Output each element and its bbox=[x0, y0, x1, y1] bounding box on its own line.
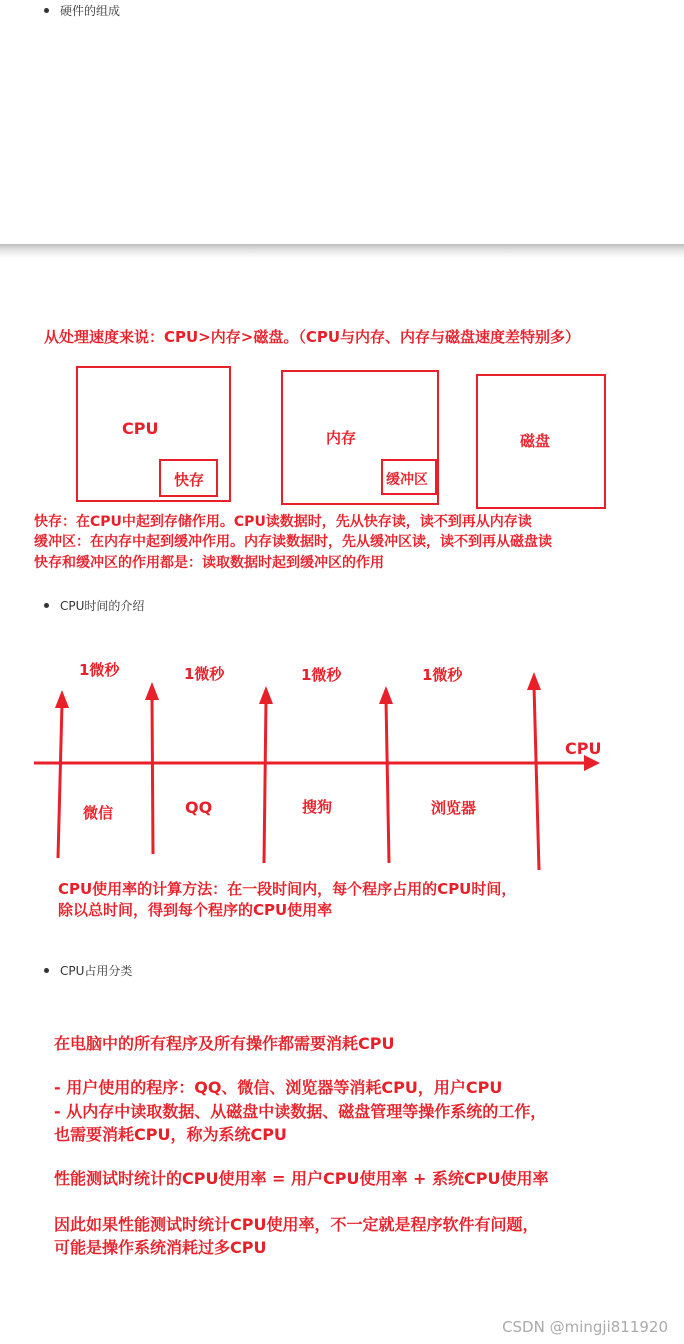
usage-line-4: 也需要消耗CPU，称为系统CPU bbox=[54, 1125, 287, 1144]
usage-line-7: 可能是操作系统消耗过多CPU bbox=[54, 1238, 267, 1257]
tick-arrow-2 bbox=[152, 696, 153, 854]
bullet-cpu-usage bbox=[44, 962, 132, 979]
watermark: CSDN @mingji811920 bbox=[502, 1318, 668, 1336]
note-cache: 快存：在CPU中起到存储作用。CPU读数据时，先从快存读，读不到再从内存读 bbox=[34, 514, 532, 530]
program-label-qq: QQ bbox=[185, 798, 213, 817]
usage-line-1: 在电脑中的所有程序及所有操作都需要消耗CPU bbox=[54, 1034, 395, 1053]
bullet-cpu-usage-label: CPU占用分类 bbox=[60, 964, 133, 978]
usage-line-6: 因此如果性能测试时统计CPU使用率，不一定就是程序软件有问题， bbox=[54, 1215, 539, 1234]
interval-label-3: 1微秒 bbox=[301, 666, 342, 684]
usage-line-3: - 从内存中读取数据、从磁盘中读数据、磁盘管理等操作系统的工作， bbox=[54, 1102, 547, 1121]
tick-arrow-2-head bbox=[145, 682, 159, 700]
tick-arrow-3-head bbox=[259, 686, 273, 704]
program-label-sogou: 搜狗 bbox=[302, 798, 333, 816]
cache-box-label: 快存 bbox=[174, 471, 205, 489]
disk-box-label: 磁盘 bbox=[520, 432, 551, 450]
usage-line-2: - 用户使用的程序：QQ、微信、浏览器等消耗CPU，用户CPU bbox=[54, 1078, 503, 1097]
tick-arrow-5 bbox=[534, 686, 539, 870]
note-buffer: 缓冲区：在内存中起到缓冲作用。内存读数据时，先从缓冲区读，读不到再从磁盘读 bbox=[34, 534, 552, 550]
tick-arrow-1-head bbox=[55, 690, 69, 708]
bullet-hardware-label: 硬件的组成 bbox=[60, 4, 121, 18]
buffer-box-label: 缓冲区 bbox=[386, 472, 428, 488]
tick-arrow-5-head bbox=[527, 672, 541, 690]
bullet-cpu-time-label: CPU时间的介绍 bbox=[60, 599, 145, 613]
cpu-box-label: CPU bbox=[122, 419, 159, 438]
memory-box-label: 内存 bbox=[326, 429, 357, 447]
note-summary: 快存和缓冲区的作用都是：读取数据时起到缓冲区的作用 bbox=[34, 555, 384, 571]
interval-label-1: 1微秒 bbox=[79, 661, 120, 679]
formula-line-1: CPU使用率的计算方法：在一段时间内，每个程序占用的CPU时间， bbox=[58, 880, 517, 898]
interval-label-2: 1微秒 bbox=[184, 665, 225, 683]
axis-label-cpu: CPU bbox=[565, 739, 602, 758]
tick-arrow-4 bbox=[386, 700, 389, 863]
program-label-wechat: 微信 bbox=[83, 804, 114, 822]
tick-arrow-3 bbox=[264, 700, 266, 863]
speed-heading: 从处理速度来说：CPU>内存>磁盘。（CPU与内存、内存与磁盘速度差特别多） bbox=[44, 328, 581, 346]
interval-label-4: 1微秒 bbox=[422, 666, 463, 684]
program-label-browser: 浏览器 bbox=[431, 799, 477, 817]
formula-line-2: 除以总时间，得到每个程序的CPU使用率 bbox=[58, 901, 333, 919]
tick-arrow-4-head bbox=[379, 686, 393, 704]
usage-line-5: 性能测试时统计的CPU使用率 = 用户CPU使用率 + 系统CPU使用率 bbox=[54, 1169, 549, 1188]
tick-arrow-1 bbox=[58, 704, 62, 858]
